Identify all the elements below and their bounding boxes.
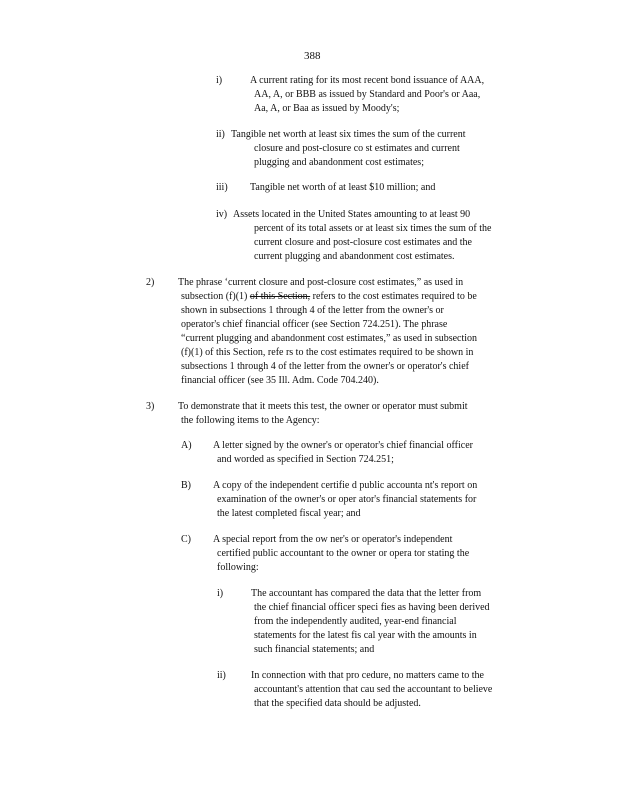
page-number: 388 — [304, 50, 321, 62]
item-C-ii-label: ii) — [217, 670, 226, 681]
para-2-line-2-pre: subsection (f)(1) — [181, 291, 250, 302]
item-i-line-1: A current rating for its most recent bond issuance of AAA, — [250, 75, 485, 86]
item-B-label: B) — [181, 480, 191, 491]
item-C-ii-line-2: accountant's attention that cau sed the accountant to believe — [254, 684, 493, 695]
item-C-i-line-1: The accountant has compared the data that the letter from — [251, 588, 482, 599]
para-2-line-2 — [181, 290, 477, 304]
item-C-label: C) — [181, 534, 191, 545]
para-2-line-7: subsections 1 through 4 of the letter from the owner's or operator's chief — [181, 361, 469, 372]
item-iii-line-1: Tangible net worth of at least $10 million; and — [250, 182, 436, 193]
item-C-line-2: certified public accountant to the owner or opera tor stating the — [217, 548, 470, 559]
item-C-i-line-3: from the independently audited, year-end financial — [254, 616, 457, 627]
para-2-line-1: The phrase ‘current closure and post-closure cost estimates,” as used in — [178, 277, 464, 288]
item-C-i-label: i) — [217, 588, 224, 599]
item-i-line-3: Aa, A, or Baa as issued by Moody's; — [254, 103, 400, 114]
item-C-ii-line-3: that the specified data should be adjusted. — [254, 698, 421, 709]
item-ii-label: ii) — [216, 129, 225, 140]
item-B-line-3: the latest completed fiscal year; and — [217, 508, 361, 519]
item-iv-line-4: current plugging and abandonment cost estimates. — [254, 251, 455, 262]
item-ii-line-2: closure and post-closure co st estimates and current — [254, 143, 460, 154]
item-iv-label: iv) — [216, 209, 228, 220]
item-C-i-line-2: the chief financial officer speci fies as having been derived — [254, 602, 490, 613]
item-iv-line-1: Assets located in the United States amounting to at least 90 — [233, 209, 471, 220]
item-ii-line-1: Tangible net worth at least six times the sum of the current — [231, 129, 466, 140]
item-C-line-3: following: — [217, 562, 259, 573]
item-A-line-1: A letter signed by the owner's or operator's chief financial officer — [213, 440, 473, 451]
para-2-line-5: “current plugging and abandonment cost estimates,” as used in subsection — [181, 333, 478, 344]
para-3-line-2: the following items to the Agency: — [181, 415, 320, 426]
item-A-label: A) — [181, 440, 192, 451]
item-C-i-line-4: statements for the latest fis cal year with the amounts in — [254, 630, 477, 641]
para-2-line-3: shown in subsections 1 through 4 of the letter from the owner's or — [181, 305, 444, 316]
item-B-line-1: A copy of the independent certifie d public accounta nt's report on — [213, 480, 478, 491]
item-A-line-2: and worded as specified in Section 724.251; — [217, 454, 394, 465]
item-iv-line-2: percent of its total assets or at least six times the sum of the — [254, 223, 492, 234]
item-B-line-2: examination of the owner's or oper ator's financial statements for — [217, 494, 477, 505]
para-3-line-1: To demonstrate that it meets this test, the owner or operator must submit — [178, 401, 468, 412]
para-2-line-8: financial officer (see 35 Ill. Adm. Code 704.240). — [181, 375, 379, 386]
para-2-line-6: (f)(1) of this Section, refe rs to the cost estimates required to be shown in — [181, 347, 474, 358]
struck-text: of this Section, — [249, 291, 311, 302]
item-i-line-2: AA, A, or BBB as issued by Standard and Poor's or Aaa, — [254, 89, 481, 100]
item-C-i-line-5: such financial statements; and — [254, 644, 375, 655]
para-2-line-2-post: refers to the cost estimates required to be — [310, 291, 477, 302]
item-iv-line-3: current closure and post-closure cost estimates and the — [254, 237, 472, 248]
para-2-line-4: operator's chief financial officer (see Section 724.251). The phrase — [181, 319, 448, 330]
para-2-label: 2) — [146, 277, 155, 288]
item-ii-line-3: plugging and abandonment cost estimates; — [254, 157, 424, 168]
para-3-label: 3) — [146, 401, 155, 412]
item-C-line-1: A special report from the ow ner's or operator's independent — [213, 534, 453, 545]
item-C-ii-line-1: In connection with that pro cedure, no matters came to the — [251, 670, 484, 681]
item-iii-label: iii) — [216, 182, 228, 193]
item-i-label: i) — [216, 75, 223, 86]
